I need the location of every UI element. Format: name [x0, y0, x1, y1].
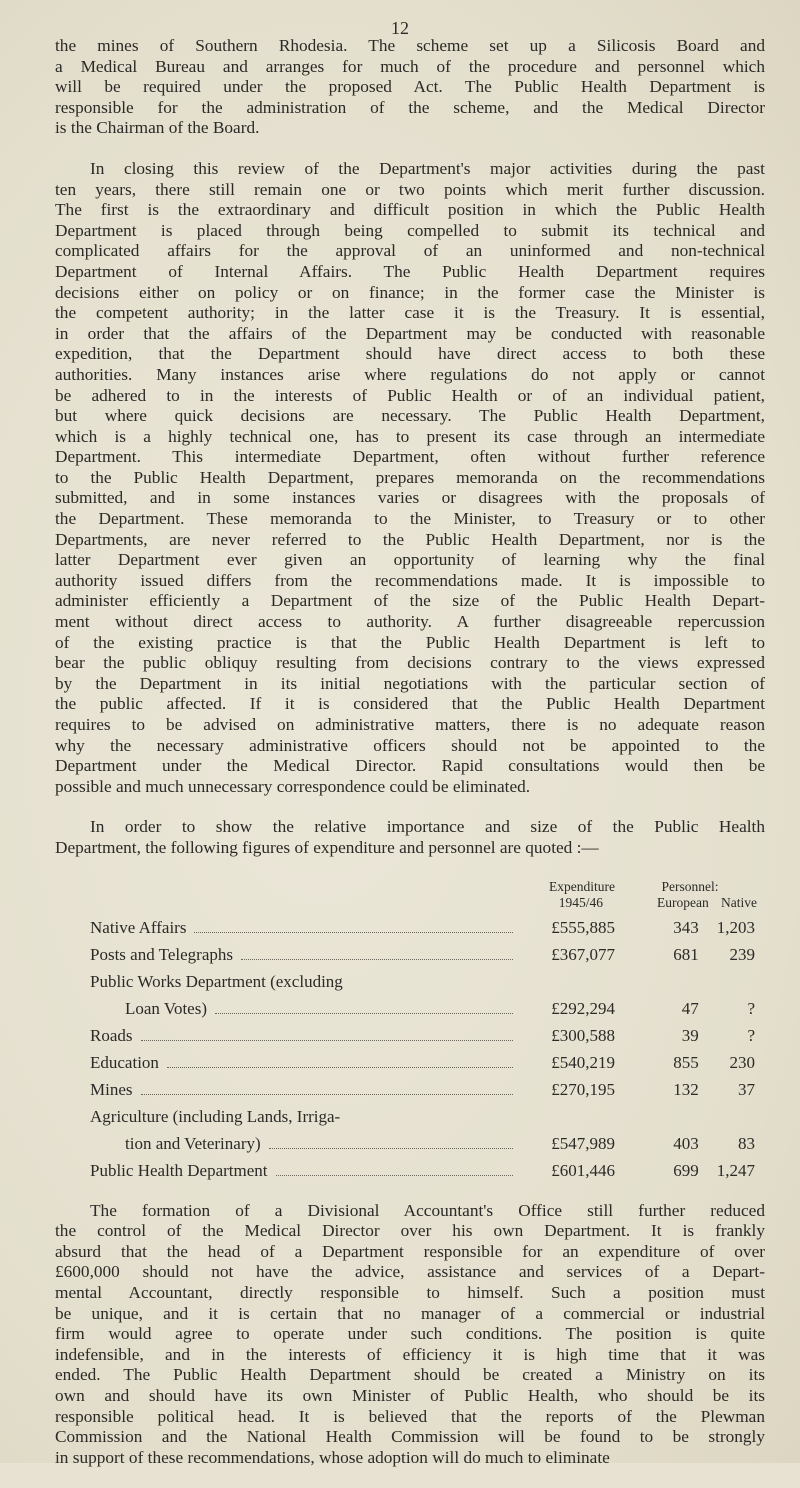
european-cell: 132 — [673, 1079, 699, 1099]
row-label: Posts and Telegraphs — [90, 944, 233, 964]
paragraph — [55, 817, 765, 858]
paragraph — [55, 1201, 765, 1469]
native-cell: 1,247 — [716, 1160, 755, 1180]
leader-dots — [269, 1134, 514, 1149]
table-row — [55, 938, 765, 965]
row-label: Education — [90, 1052, 159, 1072]
text-line: authorities. Many instances arise where regulations do not apply or cannot — [55, 364, 765, 384]
text-line: ment without direct access to authority. A further disagreeable repercussion — [55, 612, 765, 632]
text-line: decisions either on policy or on finance; in the former case the Minister is — [55, 282, 765, 302]
header-personnel: Personnel: — [661, 878, 719, 894]
table-row — [55, 992, 765, 1019]
text-line: in order that the affairs of the Department may be conducted with reasonable — [55, 323, 765, 343]
native-cell: 83 — [738, 1133, 755, 1153]
row-label: Public Works Department (excluding — [90, 971, 343, 991]
text-line: submitted, and in some instances varies or disagrees with the proposals of — [55, 488, 765, 508]
expenditure-cell: £547,989 — [551, 1133, 615, 1153]
expenditure-cell: £300,588 — [551, 1025, 615, 1045]
european-cell: 699 — [673, 1160, 699, 1180]
expenditure-cell: £540,219 — [551, 1052, 615, 1072]
table-row — [55, 1073, 765, 1100]
text-line: Departments, are never referred to the Public Health Department, nor is the — [55, 529, 765, 549]
table-row-label-continuation — [55, 1100, 765, 1127]
text-line: administer efficiently a Department of the size of the Public Health Depart- — [55, 591, 765, 611]
text-line: firm would agree to operate under such conditions. The position is quite — [55, 1324, 765, 1344]
european-cell: 681 — [673, 944, 699, 964]
text-line: The formation of a Divisional Accountant's Office still further reduced — [90, 1200, 765, 1220]
text-line: latter Department ever given an opportunity of learning why the final — [55, 550, 765, 570]
text-line: authority issued differs from the recommendations made. It is impossible to — [55, 570, 765, 590]
table-row — [55, 1154, 765, 1181]
native-cell: ? — [747, 998, 755, 1018]
expenditure-cell: £292,294 — [551, 998, 615, 1018]
expenditure-cell: £367,077 — [551, 944, 615, 964]
european-cell: 403 — [673, 1133, 699, 1153]
text-line: the Department. These memoranda to the Minister, to Treasury or to other — [55, 509, 765, 529]
table-row — [55, 1019, 765, 1046]
header-year: 1945/46 — [558, 894, 603, 910]
text-line: bear the public obliquy resulting from decisions contrary to the views expressed — [55, 653, 765, 673]
text-line: of the existing practice is that the Public Health Department is left to — [55, 632, 765, 652]
native-cell: 1,203 — [716, 917, 755, 937]
table-row — [55, 1046, 765, 1073]
text-line: requires to be advised on administrative matters, there is no adequate reason — [55, 715, 765, 734]
text-line: be unique, and it is certain that no manager of a commercial or industrial — [55, 1303, 765, 1323]
table-row — [55, 911, 765, 938]
text-line: Commission and the National Health Commission will be found to be strongly — [55, 1427, 765, 1447]
text-line: by the Department in its initial negotiations with the particular section of — [55, 673, 765, 693]
text-line: indefensible, and in the interests of efficiency it is high time that it was — [55, 1344, 765, 1364]
text-line: In order to show the relative importance and size of the Public Health — [90, 817, 765, 837]
leader-dots — [276, 1161, 514, 1176]
text-line: possible and much unnecessary correspondence could be eliminated. — [55, 776, 531, 796]
text-line: Department of Internal Affairs. The Public Health Department requires — [55, 261, 765, 281]
text-line: the mines of Southern Rhodesia. The scheme set up a Silicosis Board and — [55, 36, 765, 55]
text-line: responsible political head. It is believed that the reports of the Plewman — [55, 1406, 765, 1426]
header-european: European — [657, 894, 709, 910]
expenditure-personnel-table — [55, 879, 765, 1181]
native-cell: 37 — [738, 1079, 755, 1099]
text-line: Department under the Medical Director. Rapid consultations would then be — [55, 756, 765, 776]
native-cell: 230 — [729, 1052, 755, 1072]
text-line: a Medical Bureau and arranges for much of the procedure and personnel which — [55, 56, 765, 76]
paragraph — [55, 36, 765, 139]
native-cell: 239 — [729, 944, 755, 964]
table-row — [55, 1127, 765, 1154]
text-line: the competent authority; in the latter case it is the Treasury. It is essential, — [55, 303, 765, 323]
row-label: Native Affairs — [90, 917, 187, 937]
text-line: the public affected. If it is considered that the Public Health Department — [55, 694, 765, 714]
text-line: ended. The Public Health Department should be created a Ministry on its — [55, 1365, 765, 1385]
text-line: why the necessary administrative officers should not be appointed to the — [55, 735, 765, 755]
text-line: mental Accountant, directly responsible to himself. Such a position must — [55, 1282, 765, 1302]
leader-dots — [141, 1080, 514, 1095]
expenditure-cell: £601,446 — [551, 1160, 615, 1180]
row-label: Roads — [90, 1025, 133, 1045]
leader-dots — [215, 999, 513, 1014]
text-line: The first is the extraordinary and difficult position in which the Public Health — [55, 200, 765, 220]
european-cell: 39 — [681, 1025, 699, 1045]
row-label: Agriculture (including Lands, Irriga- — [90, 1106, 341, 1126]
text-line: which is a highly technical one, has to present its case through an intermediate — [55, 426, 765, 446]
expenditure-cell: £555,885 — [551, 917, 615, 937]
text-line: but where quick decisions are necessary. The Public Health Department, — [55, 406, 765, 426]
text-line: £600,000 should not have the advice, assistance and services of a Depart- — [55, 1262, 765, 1282]
european-cell: 343 — [673, 917, 699, 937]
text-line: the control of the Medical Director over his own Department. It is frankly — [55, 1221, 765, 1241]
text-line: In closing this review of the Department's major activities during the past — [90, 158, 765, 178]
row-label: Public Health Department — [90, 1160, 268, 1180]
text-line: to the Public Health Department, prepares memoranda on the recommendations — [55, 467, 765, 487]
text-line: Department is placed through being compelled to submit its technical and — [55, 220, 765, 240]
row-label: tion and Veterinary) — [125, 1133, 261, 1153]
text-column — [55, 36, 765, 1488]
text-line: in support of these recommendations, whose adoption will do much to eliminate — [55, 1447, 610, 1467]
text-line: complicated affairs for the approval of an uninformed and non-technical — [55, 241, 765, 261]
text-line: absurd that the head of a Department responsible for an expenditure of over — [55, 1241, 765, 1261]
row-label: Mines — [90, 1079, 133, 1099]
text-line: ten years, there still remain one or two points which merit further discussion. — [55, 179, 765, 199]
leader-dots — [167, 1053, 514, 1068]
text-line: Department. This intermediate Department, often without further reference — [55, 447, 765, 467]
leader-dots — [194, 918, 513, 933]
text-line: Department, the following figures of expenditure and personnel are quoted :— — [55, 837, 599, 857]
page-number: 12 — [391, 18, 409, 38]
header-native: Native — [721, 894, 757, 910]
european-cell: 47 — [681, 998, 699, 1018]
leader-dots — [141, 1026, 514, 1041]
european-cell: 855 — [673, 1052, 699, 1072]
leader-dots — [241, 945, 513, 960]
header-expenditure: Expenditure — [549, 878, 615, 894]
text-line: responsible for the administration of the scheme, and the Medical Director — [55, 97, 765, 117]
row-label: Loan Votes) — [125, 998, 208, 1018]
paragraphs-before — [55, 36, 765, 859]
text-line: is the Chairman of the Board. — [55, 118, 260, 138]
paragraphs-after — [55, 1201, 765, 1469]
expenditure-cell: £270,195 — [551, 1079, 615, 1099]
text-line: will be required under the proposed Act. The Public Health Department is — [55, 77, 765, 97]
text-line: be adhered to in the interests of Public Health or of an individual patient, — [55, 385, 765, 405]
table-row-label-continuation — [55, 965, 765, 992]
native-cell: ? — [747, 1025, 755, 1045]
text-line: own and should have its own Minister of Public Health, who should be its — [55, 1385, 765, 1405]
text-line: expedition, that the Department should have direct access to both these — [55, 344, 765, 364]
paragraph — [55, 159, 765, 797]
